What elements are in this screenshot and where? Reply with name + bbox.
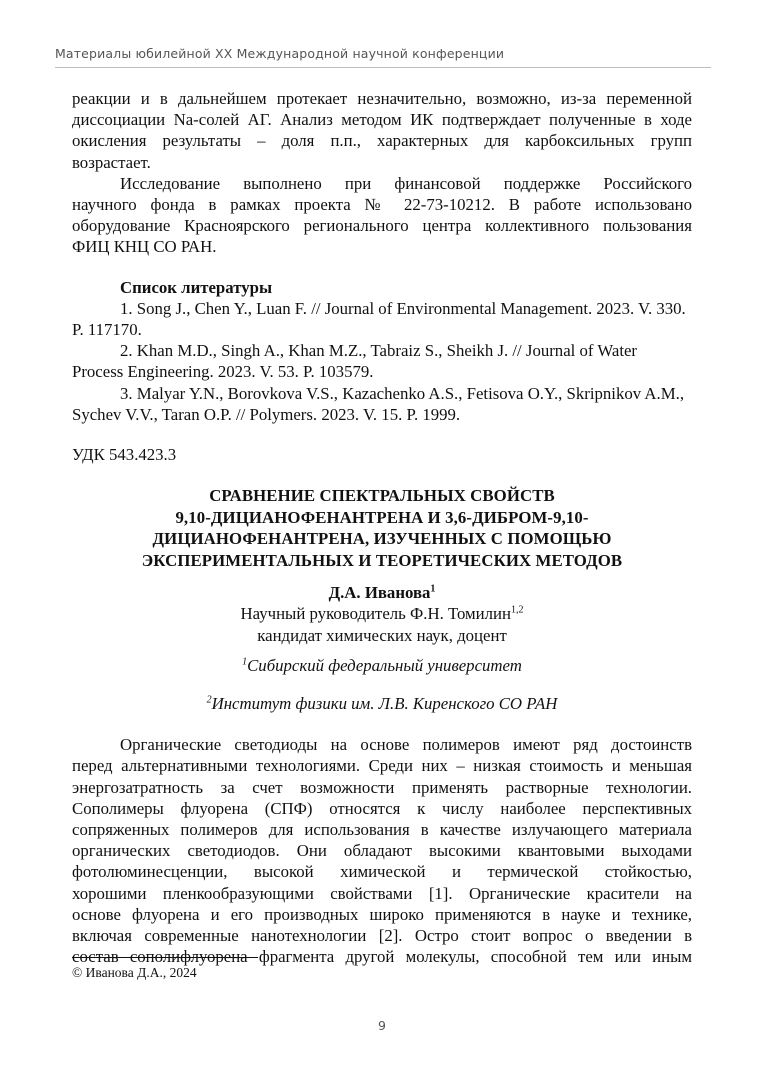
text-line: сопряженных полимеров для использования в качестве излучающего материала — [72, 820, 692, 840]
funding-paragraph — [72, 173, 692, 258]
intro-paragraph — [72, 88, 692, 173]
reference-item: 1. Song J., Chen Y., Luan F. // Journal of Environmental Management. 2023. V. 330. P. 117170. — [72, 298, 686, 340]
author-name — [72, 582, 692, 603]
affiliation-name: Институт физики им. Л.В. Киренского СО РАН — [211, 694, 558, 714]
page-body — [72, 88, 692, 968]
text-line: фотолюминесценции, высокой химической и термической стойкостью, — [72, 862, 692, 882]
title-line: 9,10-ДИЦИАНОФЕНАНТРЕНА И 3,6-ДИБРОМ-9,10- — [175, 507, 589, 527]
text-line: Сополимеры флуорена (СПФ) относятся к числу наиболее перспективных — [72, 798, 692, 818]
running-header: Материалы юбилейной XX Международной научной конференции — [55, 46, 505, 61]
text-line: Органические светодиоды на основе полимеров имеют ряд достоинств — [120, 735, 692, 755]
references-heading: Список литературы — [120, 277, 273, 297]
copyright-footnote: © Иванова Д.А., 2024 — [72, 965, 197, 980]
text-line: окисления результаты – доля п.п., характерных для карбоксильных групп — [72, 131, 692, 151]
supervisor — [72, 603, 692, 624]
supervisor-degree: кандидат химических наук, доцент — [257, 625, 507, 645]
page-number: 9 — [378, 1018, 386, 1033]
footnote-divider — [72, 957, 258, 958]
text-line: включая современные нанотехнологии [2]. Остро стоит вопрос о введении в — [72, 926, 692, 946]
text-line: перед альтернативными технологиями. Среди них – низкая стоимость и меньшая — [72, 756, 692, 776]
text-line: состав сополифлуорена фрагмента другой молекулы, способной тем или иным — [72, 947, 692, 967]
affiliation-name: Сибирский федеральный университет — [247, 655, 522, 675]
author-affiliation-mark: 1 — [430, 583, 436, 595]
affiliation — [72, 655, 692, 676]
title-line: ЭКСПЕРИМЕНТАЛЬНЫХ И ТЕОРЕТИЧЕСКИХ МЕТОДОВ — [141, 550, 623, 570]
header-divider — [55, 67, 711, 68]
text-line: основе флуорена и его производных широко применяются в науке и технике, — [72, 904, 692, 924]
text-line: хорошими пленкообразующими свойствами [1]. Органические красители на — [72, 883, 692, 903]
supervisor-affiliation-mark: 1,2 — [510, 604, 524, 616]
author-text: Д.А. Иванова — [328, 583, 431, 603]
text-line: энергозатратность за счет возможности применять растворные технологии. — [72, 777, 692, 797]
reference-item: 2. Khan M.D., Singh A., Khan M.Z., Tabraiz S., Sheikh J. // Journal of Water Process Engineering. 2023. V. 53. P. 103579. — [72, 341, 638, 382]
supervisor-text: Научный руководитель Ф.Н. Томилин — [240, 604, 511, 624]
text-line: ФИЦ КНЦ СО РАН. — [72, 237, 217, 257]
article-title — [72, 485, 692, 571]
udk-code: УДК 543.423.3 — [72, 445, 177, 465]
affiliation-mark: 1 — [242, 656, 248, 668]
text-line: органических светодиодов. Они обладают высокими квантовыми выходами — [72, 841, 692, 861]
text-line: оборудование Красноярского регионального центра коллективного пользования — [72, 216, 692, 236]
text-line: диссоциации Na-солей АГ. Анализ методом ИК подтверждает полученные в ходе — [72, 110, 692, 130]
text-line: научного фонда в рамках проекта № 22-73-10212. В работе использовано — [72, 195, 692, 215]
title-line: СРАВНЕНИЕ СПЕКТРАЛЬНЫХ СВОЙСТВ — [209, 486, 555, 506]
article-body-paragraph — [72, 734, 692, 967]
reference-item: 3. Malyar Y.N., Borovkova V.S., Kazachenko A.S., Fetisova O.Y., Skripnikov A.M., Sychev V.V., Taran O.P. // Polymers. 2023. V. 15. P. 1999. — [72, 383, 685, 424]
text-line: Исследование выполнено при финансовой поддержке Российского — [120, 173, 692, 193]
title-line: ДИЦИАНОФЕНАНТРЕНА, ИЗУЧЕННЫХ С ПОМОЩЬЮ — [152, 529, 612, 549]
text-line: возрастает. — [72, 152, 151, 172]
affiliation-mark: 2 — [206, 694, 212, 706]
text-line: реакции и в дальнейшем протекает незначительно, возможно, из-за переменной — [72, 89, 692, 108]
affiliation — [72, 693, 692, 714]
